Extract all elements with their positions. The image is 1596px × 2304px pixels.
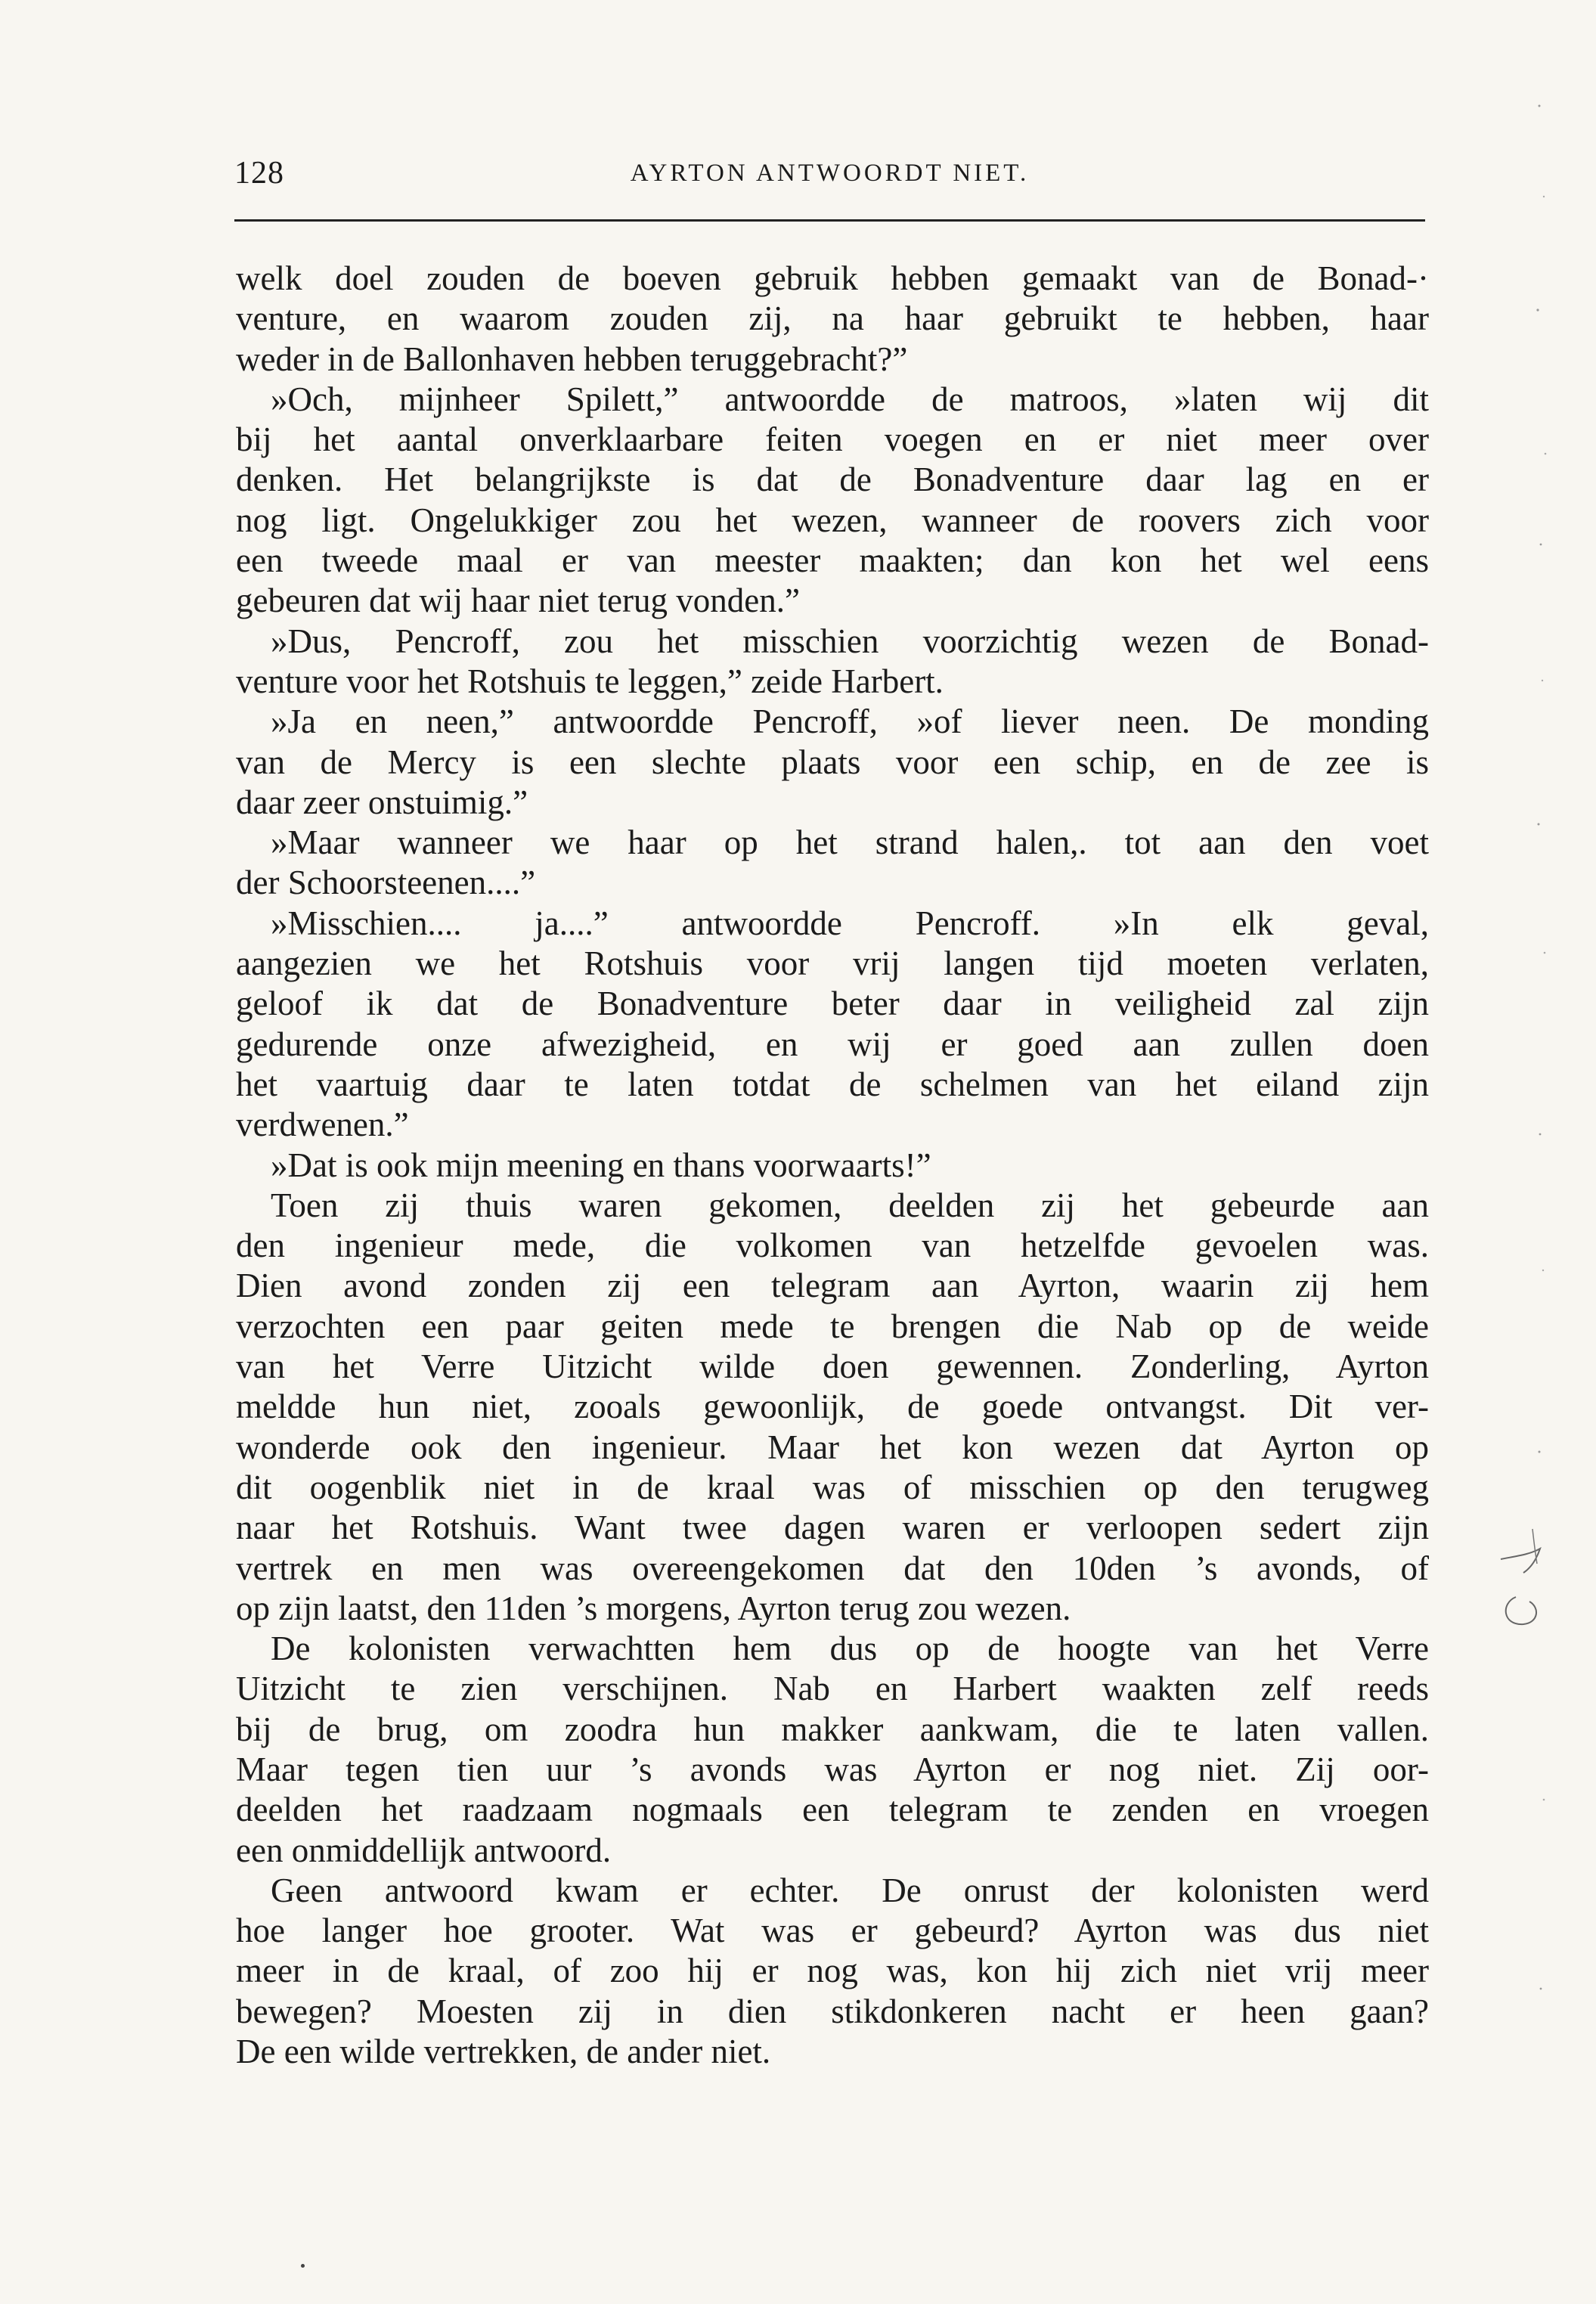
page-header — [234, 155, 1425, 200]
text-line: bewegen? Moesten zij in dien stikdonkeren nacht er heen gaan? — [236, 1992, 1429, 2030]
text-line: »Dus, Pencroff, zou het misschien voorzichtig wezen de Bonad- — [271, 622, 1429, 660]
text-line: gebeuren dat wij haar niet terug vonden.” — [236, 581, 800, 620]
text-line: meldde hun niet, zooals gewoonlijk, de goede ontvangst. Dit ver- — [236, 1388, 1429, 1426]
text-line: weder in de Ballonhaven hebben teruggebracht?” — [236, 340, 908, 378]
text-line: gedurende onze afwezigheid, en wij er goed aan zullen doen — [236, 1025, 1429, 1063]
text-line: verdwenen.” — [236, 1105, 409, 1144]
text-line: »Dat is ook mijn meening en thans voorwaarts!” — [271, 1146, 931, 1184]
text-line: aangezien we het Rotshuis voor vrij langen tijd moeten verlaten, — [236, 944, 1429, 983]
text-line: »Maar wanneer we haar op het strand halen,. tot aan den voet — [271, 823, 1429, 862]
scan-edge-noise — [1535, 60, 1557, 2178]
text-line: verzochten een paar geiten mede te brengen die Nab op de weide — [236, 1307, 1429, 1345]
text-line: op zijn laatst, den 11den ’s morgens, Ayrton terug zou wezen. — [236, 1589, 1071, 1627]
scan-speck — [301, 2264, 305, 2268]
text-line: daar zeer onstuimig.” — [236, 783, 528, 821]
text-line: hoe langer hoe grooter. Wat was er gebeurd? Ayrton was dus niet — [236, 1912, 1429, 1950]
text-line: De een wilde vertrekken, de ander niet. — [236, 2033, 771, 2071]
text-line: Dien avond zonden zij een telegram aan Ayrton, waarin zij hem — [236, 1267, 1429, 1305]
text-line: het vaartuig daar te laten totdat de schelmen van het eiland zijn — [236, 1065, 1429, 1103]
text-line: dit oogenblik niet in de kraal was of misschien op den terugweg — [236, 1468, 1429, 1506]
body-text — [236, 259, 1429, 2072]
text-line: van de Mercy is een slechte plaats voor een schip, en de zee is — [236, 743, 1429, 781]
text-line: bij het aantal onverklaarbare feiten voegen en er niet meer over — [236, 420, 1429, 459]
text-line: der Schoorsteenen....” — [236, 864, 536, 902]
text-line: naar het Rotshuis. Want twee dagen waren er verloopen sedert zijn — [236, 1509, 1429, 1547]
text-line: den ingenieur mede, die volkomen van hetzelfde gevoelen was. — [236, 1226, 1429, 1265]
text-line: »Misschien.... ja....” antwoordde Pencroff. »In elk geval, — [271, 904, 1429, 942]
text-line: wonderde ook den ingenieur. Maar het kon wezen dat Ayrton op — [236, 1428, 1429, 1466]
text-line: Geen antwoord kwam er echter. De onrust der kolonisten werd — [271, 1871, 1429, 1909]
page-number: 128 — [234, 156, 284, 191]
text-line: venture voor het Rotshuis te leggen,” zeide Harbert. — [236, 662, 944, 700]
text-line: meer in de kraal, of zoo hij er nog was, kon hij zich niet vrij meer — [236, 1952, 1429, 1990]
text-line: bij de brug, om zoodra hun makker aankwam, die te laten vallen. — [236, 1710, 1429, 1748]
text-line: Toen zij thuis waren gekomen, deelden zij het gebeurde aan — [271, 1186, 1429, 1224]
text-line: venture, en waarom zouden zij, na haar gebruikt te hebben, haar — [236, 299, 1429, 338]
text-line: vertrek en men was overeengekomen dat den 10den ’s avonds, of — [236, 1549, 1429, 1587]
text-line: Maar tegen tien uur ’s avonds was Ayrton er nog niet. Zij oor- — [236, 1750, 1429, 1788]
running-title: AYRTON ANTWOORDT NIET. — [630, 160, 1030, 187]
text-line: denken. Het belangrijkste is dat de Bonadventure daar lag en er — [236, 460, 1429, 499]
text-line: deelden het raadzaam nogmaals een telegram te zenden en vroegen — [236, 1791, 1429, 1829]
text-line: welk doel zouden de boeven gebruik hebben gemaakt van de Bonad-· — [236, 259, 1429, 297]
text-line: een onmiddellijk antwoord. — [236, 1831, 612, 1869]
header-rule — [234, 219, 1425, 222]
text-line: »Ja en neen,” antwoordde Pencroff, »of liever neen. De monding — [271, 702, 1429, 741]
text-line: »Och, mijnheer Spilett,” antwoordde de matroos, »laten wij dit — [271, 380, 1429, 418]
text-line: Uitzicht te zien verschijnen. Nab en Harbert waakten zelf reeds — [236, 1670, 1429, 1708]
text-line: De kolonisten verwachtten hem dus op de hoogte van het Verre — [271, 1630, 1429, 1668]
text-line: van het Verre Uitzicht wilde doen gewennen. Zonderling, Ayrton — [236, 1347, 1429, 1386]
text-line: nog ligt. Ongelukkiger zou het wezen, wanneer de roovers zich voor — [236, 501, 1429, 539]
text-line: geloof ik dat de Bonadventure beter daar in veiligheid zal zijn — [236, 985, 1429, 1023]
text-line: een tweede maal er van meester maakten; dan kon het wel eens — [236, 541, 1429, 580]
margin-pencil-mark — [1493, 1512, 1554, 1633]
